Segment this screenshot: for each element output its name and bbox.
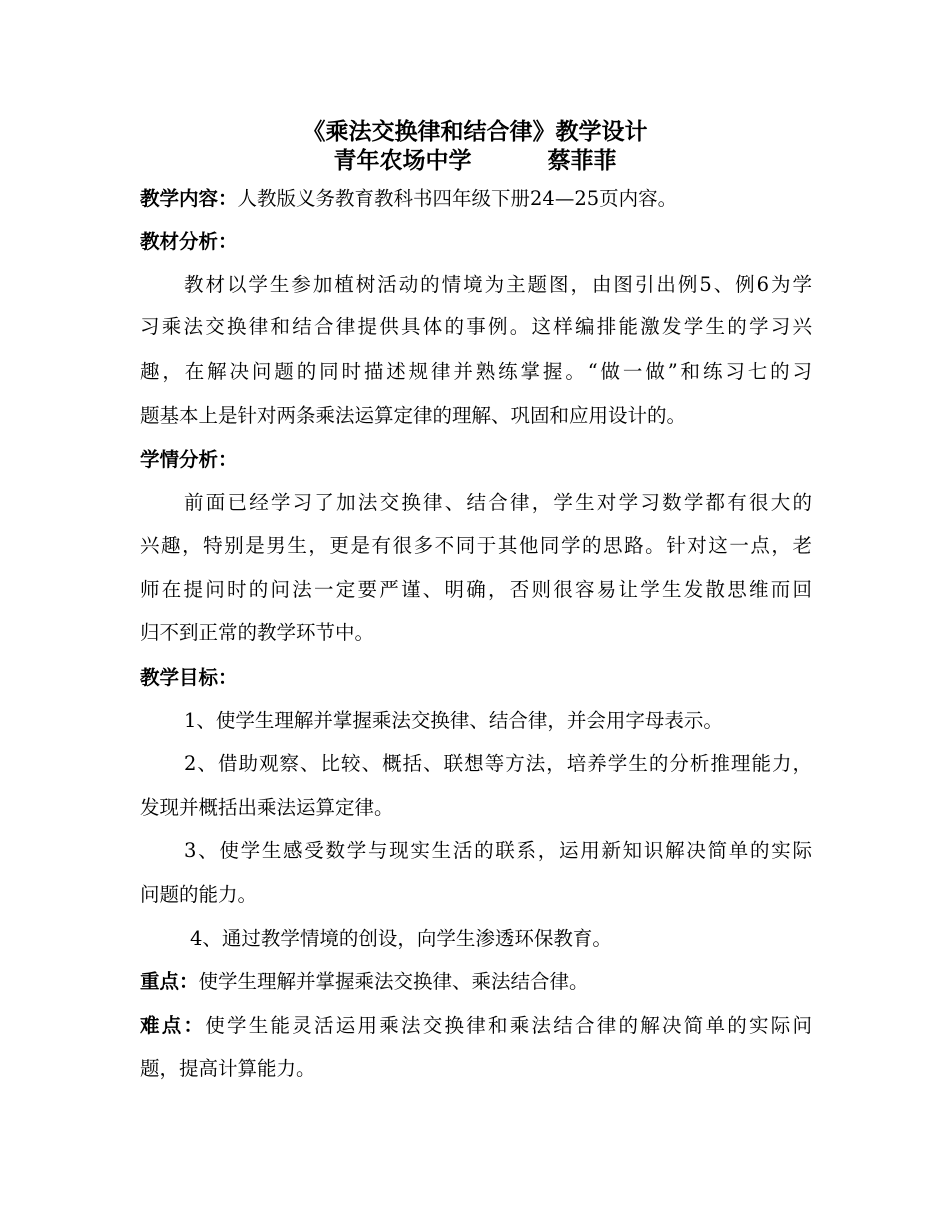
- material-analysis-heading: 教材分析：: [140, 230, 238, 253]
- difficult-point-label: 难点：: [140, 1014, 206, 1037]
- objective-item-continued: 问题的能力。: [140, 883, 258, 906]
- objective-item: 3、使学生感受数学与现实生活的联系，运用新知识解决简单的实际: [184, 839, 812, 862]
- objective-item: 4、通过教学情境的创设，向学生渗透环保教育。: [190, 927, 612, 950]
- material-analysis-line: 趣，在解决问题的同时描述规律并熟练掌握。“做一做”和练习七的习: [140, 360, 812, 383]
- content-label: 教学内容：: [140, 187, 238, 210]
- difficult-point-text: 使学生能灵活运用乘法交换律和乘法结合律的解决简单的实际问: [205, 1014, 812, 1037]
- content-paragraph: [140, 186, 677, 212]
- objective-item-continued: 发现并概括出乘法运算定律。: [140, 796, 394, 819]
- objective-item: 2、借助观察、比较、概括、联想等方法，培养学生的分析推理能力，: [184, 752, 812, 775]
- objectives-heading: 教学目标：: [140, 666, 238, 689]
- objective-item: 1、使学生理解并掌握乘法交换律、结合律，并会用字母表示。: [184, 709, 723, 732]
- content-text: 人教版义务教育教科书四年级下册24—25页内容。: [237, 187, 678, 210]
- author-school: 青年农场中学: [333, 148, 472, 174]
- student-analysis-line: 师在提问时的问法一定要严谨、明确，否则很容易让学生发散思维而回: [140, 578, 812, 601]
- author-name: 蔡菲菲: [547, 148, 617, 174]
- student-analysis-line: 兴趣，特别是男生，更是有很多不同于其他同学的思路。针对这一点，老: [140, 534, 812, 557]
- difficult-point-paragraph: [140, 1013, 812, 1039]
- key-point-text: 使学生理解并掌握乘法交换律、乘法结合律。: [198, 970, 589, 993]
- difficult-point-line: 题，提高计算能力。: [140, 1057, 316, 1080]
- student-analysis-line: 前面已经学习了加法交换律、结合律，学生对学习数学都有很大的: [184, 491, 812, 514]
- author-line: [0, 146, 950, 176]
- material-analysis-line: 习乘法交换律和结合律提供具体的事例。这样编排能激发学生的学习兴: [140, 315, 812, 338]
- student-analysis-line: 归不到正常的教学环节中。: [140, 621, 375, 644]
- document-title: 《乘法交换律和结合律》教学设计: [302, 119, 648, 145]
- key-point-label: 重点：: [140, 970, 199, 993]
- key-point-paragraph: [140, 969, 589, 995]
- material-analysis-line: 教材以学生参加植树活动的情境为主题图，由图引出例5、例6为学: [184, 273, 812, 296]
- material-analysis-line: 题基本上是针对两条乘法运算定律的理解、巩固和应用设计的。: [140, 404, 687, 427]
- student-analysis-heading: 学情分析：: [140, 448, 238, 471]
